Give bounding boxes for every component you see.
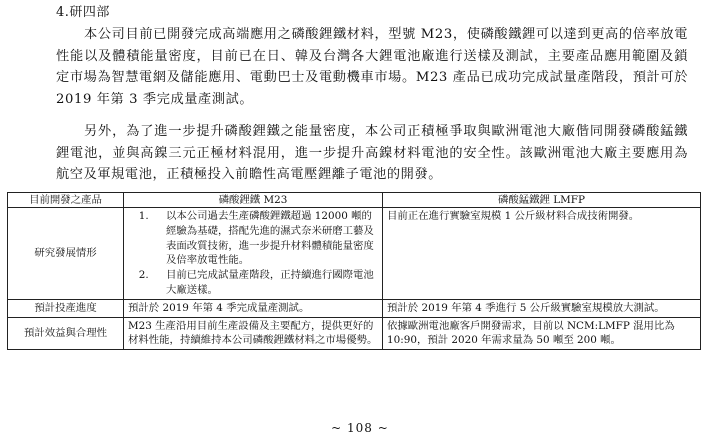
list-item: 2. 目前已完成試量產階段，正持續進行國際電池大廠送樣。: [152, 268, 378, 298]
row-label-research: 研究發展情形: [8, 208, 124, 300]
cell-lmfp-benefit: 依據歐洲電池廠客戶開發需求，目前以 NCM:LMFP 混用比為 10:90，預計 2020 年需求量為 50 噸至 200 噸。: [383, 317, 701, 350]
header-m23: 磷酸鋰鐵 M23: [124, 193, 383, 208]
table-row: [8, 317, 701, 350]
cell-lmfp-research: 目前正在進行實驗室規模 1 公斤級材料合成技術開發。: [383, 208, 701, 300]
table-row: [8, 299, 701, 317]
header-lmfp: 磷酸錳鐵鋰 LMFP: [383, 193, 701, 208]
cell-lmfp-schedule: 預計於 2019 年第 4 季進行 5 公斤級實驗室規模放大測試。: [383, 299, 701, 317]
row-label-benefit: 預計效益與合理性: [8, 317, 124, 350]
list-item: 1. 以本公司過去生產磷酸鋰鐵超過 12000 噸的經驗為基礎，搭配先進的濕式奈米研磨工藝及表面改質技術，進一步提升材料體積能量密度及倍率放電性能。: [152, 209, 378, 268]
cell-m23-benefit: M23 生產沿用目前生產設備及主要配方，提供更好的材料性能，持續維持本公司磷酸鋰鐵材料之市場優勢。: [124, 317, 383, 350]
section-heading: 4.研四部: [56, 5, 110, 20]
cell-m23-research: [124, 208, 383, 300]
m23-research-list: [128, 209, 378, 298]
rd-table: [7, 192, 701, 350]
row-label-schedule: 預計投產進度: [8, 299, 124, 317]
table-header-row: [8, 193, 701, 208]
cell-m23-schedule: 預計於 2019 年第 4 季完成量產測試。: [124, 299, 383, 317]
header-product: 目前開發之產品: [8, 193, 124, 208]
paragraph-m23: 本公司目前已開發完成高端應用之磷酸鋰鐵材料，型號 M23，使磷酸鐵鋰可以達到更高的倍率放電性能以及體積能量密度，目前已在日、韓及台灣各大鋰電池廠進行送樣及測試，主要產品應用範圍及鎖定市場為智慧電網及儲能應用、電動巴士及電動機車市場。M23 產品已成功完成試量產階段，預計可於 2019 年第 3 季完成量產測試。: [56, 27, 688, 107]
paragraph-lmfp: 另外，為了進一步提升磷酸鋰鐵之能量密度，本公司正積極爭取與歐洲電池大廠偕同開發磷酸錳鐵鋰電池，並與高鎳三元正極材料混用，進一步提升高鎳材料電池的安全性。該歐洲電池大廠主要應用為航空及軍規電池，正積極投入前瞻性高電壓鋰離子電池的開發。: [56, 124, 688, 182]
table-row: [8, 208, 701, 300]
page-number: ~ 108 ~: [331, 421, 389, 435]
